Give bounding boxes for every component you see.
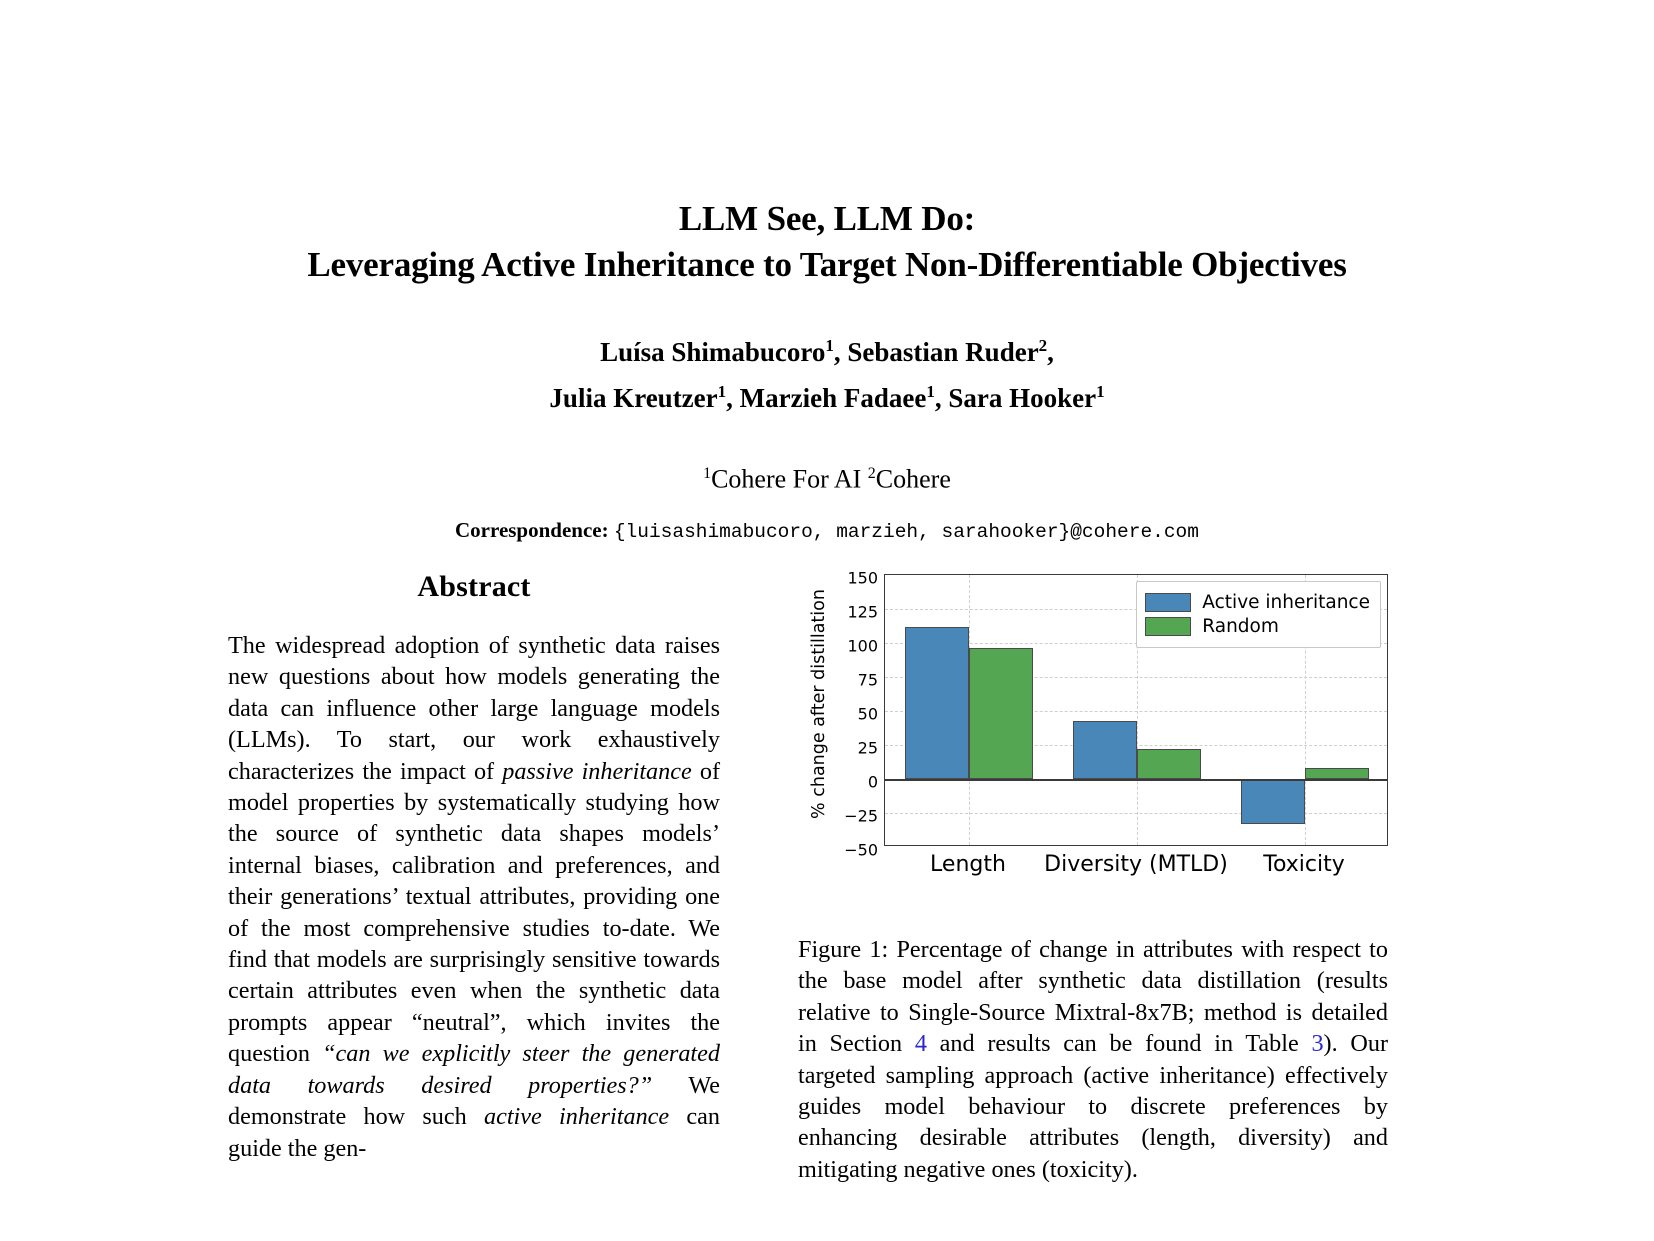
- author-name: , Sebastian Ruder: [833, 337, 1039, 367]
- chart-y-tick: 50: [857, 704, 878, 724]
- chart-bar: [1241, 779, 1305, 824]
- author-separator: ,: [1047, 337, 1054, 367]
- author-name: , Marzieh Fadaee: [726, 383, 927, 413]
- paper-title-line-2: Leveraging Active Inheritance to Target Non-Differentiable Objectives: [307, 245, 1347, 284]
- author-affil-marker: 1: [717, 382, 727, 401]
- chart-y-tick: −50: [844, 840, 878, 860]
- abstract-text-4: can guide the gen-: [228, 1103, 720, 1162]
- caption-text-2: and results can be found in Table: [926, 1030, 1312, 1058]
- caption-text-3: ). Our targeted sampling approach (active inheritance) effectively guides model behaviour to discrete preferences by enhancing desirable attributes (length, diversity) and mitigating negative ones (toxicity).: [798, 1030, 1388, 1183]
- chart-bar: [1305, 768, 1369, 779]
- caption-text-1: Figure 1: Percentage of change in attributes with respect to the base model after synthetic data distillation (results relative to Single-Source Mixtral-8x7B; method is detailed in Section: [798, 936, 1388, 1058]
- bar-chart: [798, 570, 1388, 888]
- chart-legend-label: Active inheritance: [1202, 592, 1370, 613]
- chart-y-tick: 100: [847, 636, 878, 656]
- chart-y-tick: −25: [844, 806, 878, 826]
- figure-caption: [798, 934, 1388, 1185]
- caption-section-link[interactable]: 4: [914, 1030, 927, 1058]
- chart-y-tick: 125: [847, 602, 878, 622]
- chart-y-tick: 150: [847, 568, 878, 588]
- affiliation-marker-1: 1: [703, 465, 712, 482]
- chart-legend-swatch: [1145, 617, 1191, 636]
- chart-legend-item: [1145, 592, 1370, 613]
- correspondence-label: Correspondence:: [455, 517, 609, 542]
- author-affil-marker: 2: [1038, 336, 1048, 355]
- author-line-2: [0, 372, 1654, 418]
- body-columns: [0, 570, 1654, 1241]
- figure-1: [798, 570, 1388, 1185]
- author-affil-marker: 1: [825, 336, 834, 355]
- column-left: [228, 570, 720, 1164]
- chart-x-tick: Toxicity: [1263, 852, 1345, 877]
- chart-y-tick: 0: [867, 772, 878, 792]
- author-name: Luísa Shimabucoro: [600, 337, 826, 367]
- author-line-1: [0, 326, 1654, 372]
- chart-gridline: [885, 813, 1387, 814]
- abstract-heading: Abstract: [417, 570, 531, 603]
- author-affil-marker: 1: [926, 382, 935, 401]
- chart-bar: [1073, 721, 1137, 779]
- chart-y-tick: 25: [857, 738, 878, 758]
- chart-bar: [1137, 749, 1201, 779]
- abstract-emphasis-question: “can we explicitly steer the generated data towards desired properties?”: [228, 1040, 720, 1099]
- chart-bar: [969, 648, 1033, 779]
- chart-y-tick: 75: [857, 670, 878, 690]
- abstract-body: [228, 630, 720, 1164]
- author-list: [0, 326, 1654, 418]
- chart-bar: [905, 627, 969, 779]
- chart-legend-item: [1145, 616, 1370, 637]
- affiliation-name-2: Cohere: [875, 464, 951, 494]
- chart-x-tick: Diversity (MTLD): [1044, 852, 1228, 877]
- chart-legend-label: Random: [1202, 616, 1279, 637]
- author-affil-marker: 1: [1096, 382, 1105, 401]
- abstract-emphasis-passive-inheritance: passive inheritance: [502, 757, 692, 785]
- chart-y-axis-label: % change after distillation: [809, 589, 829, 819]
- correspondence-email[interactable]: {luisashimabucoro, marzieh, sarahooker}@cohere.com: [613, 520, 1199, 543]
- title-block: [0, 0, 1654, 546]
- chart-plot-area: [834, 568, 1388, 860]
- correspondence-line: [0, 516, 1654, 546]
- chart-x-tick: Length: [930, 852, 1006, 877]
- affiliations: [0, 458, 1654, 496]
- paper-title-line-1: LLM See, LLM Do:: [678, 199, 976, 238]
- affiliation-marker-2: 2: [867, 465, 876, 482]
- affiliation-name-1: Cohere For AI: [711, 464, 868, 494]
- abstract-text-3: We demonstrate how such: [228, 1071, 720, 1131]
- column-right: [798, 570, 1388, 1185]
- author-name: Julia Kreutzer: [549, 383, 718, 413]
- chart-legend: [1136, 581, 1381, 648]
- abstract-text-1: The widespread adoption of synthetic data raises new questions about how models generating the data can influence other large language models (LLMs). To start, our work exhaustively characterizes the impact of: [228, 632, 720, 785]
- chart-legend-swatch: [1145, 593, 1191, 612]
- caption-table-link[interactable]: 3: [1311, 1030, 1324, 1058]
- chart-axes: [884, 574, 1388, 846]
- abstract-text-2: of model properties by systematically studying how the source of synthetic data shapes models’ internal biases, calibration and preferences, and their generations’ textual attributes, providing one of the most comprehensive studies to-date. We find that models are surprisingly sensitive towards certain attributes even when the synthetic data prompts appear “neutral”, which invites the question: [228, 757, 720, 1068]
- author-name: , Sara Hooker: [934, 383, 1097, 413]
- abstract-emphasis-active-inheritance: active inheritance: [484, 1103, 670, 1131]
- chart-zero-line: [885, 779, 1387, 781]
